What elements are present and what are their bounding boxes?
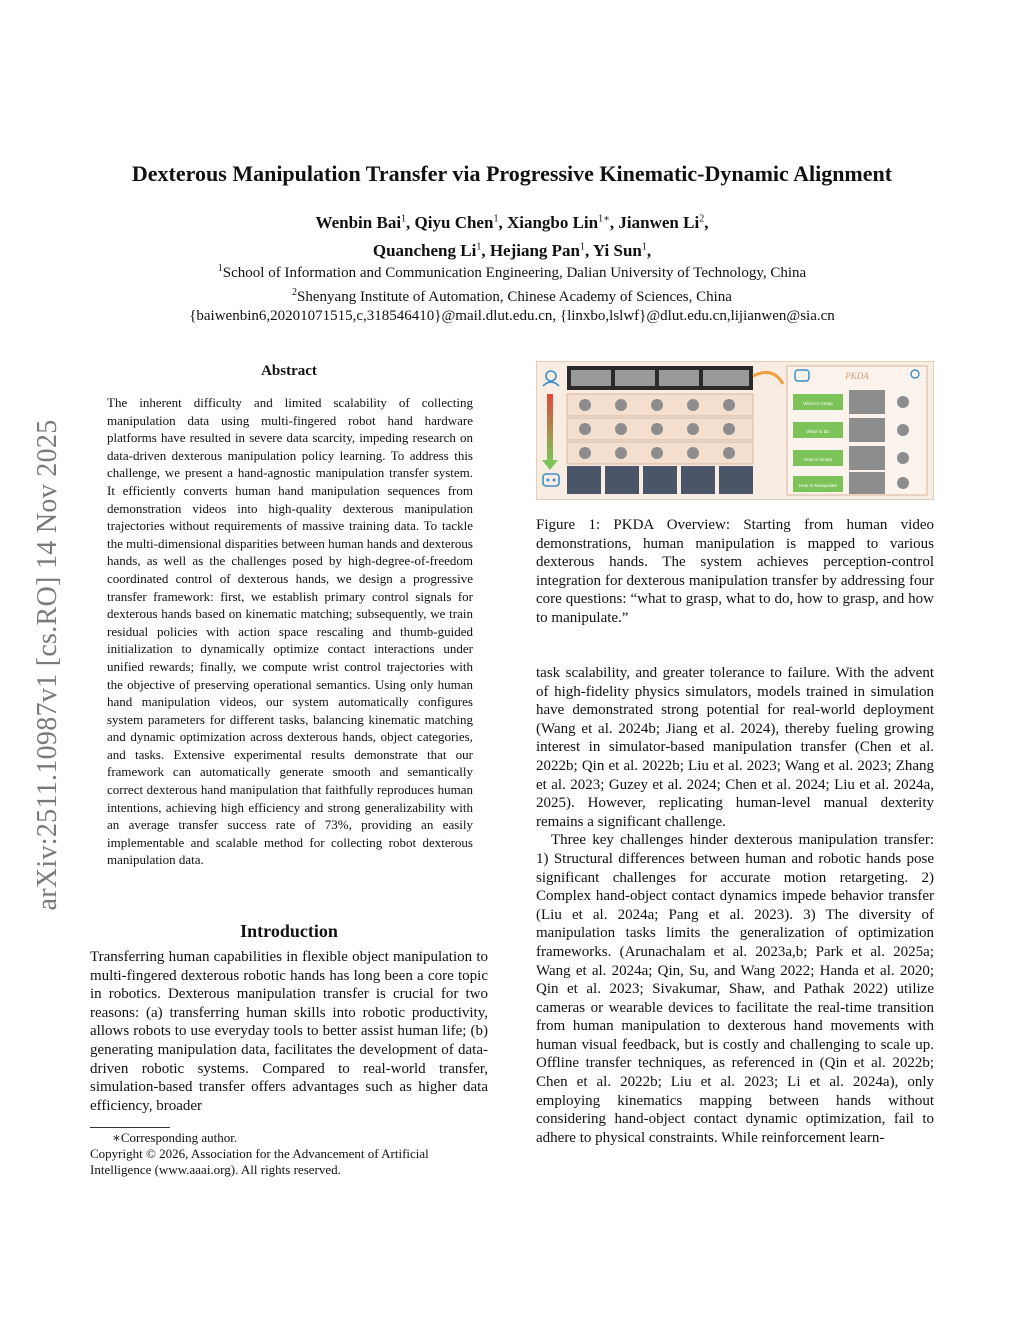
right-column-text [536, 664, 934, 1147]
arrow-head [542, 460, 558, 470]
stage-label: What to Do [806, 429, 830, 434]
paragraph: Transferring human capabilities in flexible object manipulation to multi-fingered dexterous robotic hands has long been a core topic in robotics. Dexterous manipulation transfer is crucial for two reasons: (a) transferring human skills into robotic productivity, allows robots to use everyday tools to better assist human life; (b) generating manipulation data, facilitates the development of data-driven robotic systems. Compared to real-world transfer, simulation-based transfer offers advantages such as higher data efficiency, broader [90, 949, 488, 1114]
figure-graphic [537, 362, 933, 499]
abstract-heading: Abstract [261, 363, 317, 379]
author: Wenbin Bai$^1$, [315, 212, 415, 232]
stage-label: How to Grasp [803, 457, 833, 462]
introduction-text [90, 948, 488, 1115]
email-line: {baiwenbin6,20201071515,c,318546410}@mail.dlut.edu.cn, {linxbo,lslwf}@dlut.edu.cn,lijianwen@sia.cn [189, 308, 835, 324]
author: Quancheng Li$^1$, [372, 241, 490, 261]
introduction-heading: Introduction [240, 921, 338, 941]
author: Xiangbo Lin$^{1∗}$, [506, 212, 619, 232]
affiliations [60, 259, 964, 326]
pkda-label: PKDA [845, 371, 869, 381]
author-line-1 [60, 206, 964, 235]
copyright-note: Copyright © 2026, Association for the Advancement of Artificial Intelligence (www.aaai.org). All rights reserved. [90, 1146, 429, 1177]
figure-caption: Figure 1: PKDA Overview: Starting from human video demonstrations, human manipulation is mapped to various dexterous hands. The system achieves perception-control integration for dexterous manipulation transfer by addressing four core questions: “what to grasp, what to do, how to grasp, and how to manipulate.” [536, 517, 934, 626]
author: Yi Sun$^1$, [592, 241, 652, 261]
flow-arrow [753, 372, 783, 384]
author: Hejiang Pan$^1$, [489, 241, 593, 261]
stage-label: How to Manipulate [798, 483, 838, 488]
abstract-text: The inherent difficulty and limited scalability of collecting manipulation data using multi-fingered robot hand hardware platforms have resulted in severe data scarcity, impeding research on data-driven dexterous manipulation policy learning. To address this challenge, we present a hand-agnostic manipulation transfer system. It efficiently converts human hand manipulation sequences from demonstration videos into high-quality dexterous manipulation trajectories without requirements of massive training data. To tackle the multi-dimensional disparities between human hands and dexterous hands, as well as the challenges posed by high-degree-of-freedom coordinated control of dexterous hands, we design a progressive transfer framework: first, we establish primary control signals for dexterous hands based on kinematic matching; subsequently, we train residual policies with action space rescaling and thumb-guided initialization to dynamically optimize contact interactions under unified rewards; finally, we compute wrist control trajectories with the objective of preserving operational semantics. Using only human hand manipulation videos, our system automatically configures system parameters for different tasks, balancing kinematic matching and dynamic optimization across dexterous hands, object categories, and tasks. Extensive experimental results demonstrate that our framework can automatically generate smooth and semantically correct dexterous hand manipulation that faithfully reproduces human intentions, achieving high efficiency and strong generalizability with an average transfer success rate of 73%, providing an easily implementable and scalable method for collecting robot dexterous manipulation data. [107, 395, 473, 868]
robot-photo-row [567, 466, 753, 494]
author: Jianwen Li$^2$, [618, 212, 709, 232]
human-icon [543, 371, 559, 386]
robot-icon [543, 474, 559, 486]
arxiv-stamp: arXiv:2511.10987v1 [cs.RO] 14 Nov 2025 [32, 419, 63, 911]
paragraph: Three key challenges hinder dexterous manipulation transfer: 1) Structural differences between human and robotic hands pose significant challenges for accurate motion retargeting. 2) Complex hand-object contact dynamics impede behavior transfer (Liu et al. 2024a; Pang et al. 2023). 3) The diversity of manipulation tasks limits the generalization of optimization frameworks. (Arunachalam et al. 2023a,b; Park et al. 2025a; Wang et al. 2024a; Qin, Su, and Wang 2022; Handa et al. 2020; Qin et al. 2023; Sivakumar, Shaw, and Pathak 2022) utilize cameras or wearable devices to facilitate the real-time transition from human manipulation to dexterous hand movements with human visual feedback, but is costly and challenging to scale up. Offline transfer techniques, as referenced in (Qin et al. 2022b; Chen et al. 2022b; Liu et al. 2023; Li et al. 2024a), only employing kinematics mapping between hands without considering hand-object contact dynamic optimization, fail to adhere to physical constraints. While reinforcement learn- [536, 832, 934, 1146]
affiliation: $^2$Shenyang Institute of Automation, Chinese Academy of Sciences, China [292, 287, 732, 305]
paper-title: Dexterous Manipulation Transfer via Progressive Kinematic-Dynamic Alignment [131, 161, 893, 186]
hand-rows [567, 394, 753, 464]
corresponding-note: ∗Corresponding author. [112, 1130, 238, 1145]
figure-1-pkda-overview [536, 361, 934, 500]
affiliation: $^1$School of Information and Communication Engineering, Dalian University of Technology, China [217, 263, 807, 281]
paragraph: task scalability, and greater tolerance to failure. With the advent of high-fidelity physics simulators, models trained in simulation have demonstrated strong potential for real-world deployment (Wang et al. 2024b; Jiang et al. 2024), thereby fueling growing interest in simulator-based manipulation transfer (Chen et al. 2022b; Qin et al. 2022b; Liu et al. 2023; Wang et al. 2023; Zhang et al. 2023; Guzey et al. 2024; Chen et al. 2024; Liu et al. 2024a, 2025). However, replicating human-level manual dexterity remains a significant challenge. [536, 665, 934, 830]
author: Qiyu Chen$^1$, [414, 212, 507, 232]
author-list [60, 206, 964, 263]
progress-arrow [547, 394, 553, 460]
footnote [90, 1130, 488, 1178]
footnote-rule [90, 1127, 170, 1128]
video-frames [571, 370, 749, 386]
stage-label: What to Grasp [803, 401, 833, 406]
